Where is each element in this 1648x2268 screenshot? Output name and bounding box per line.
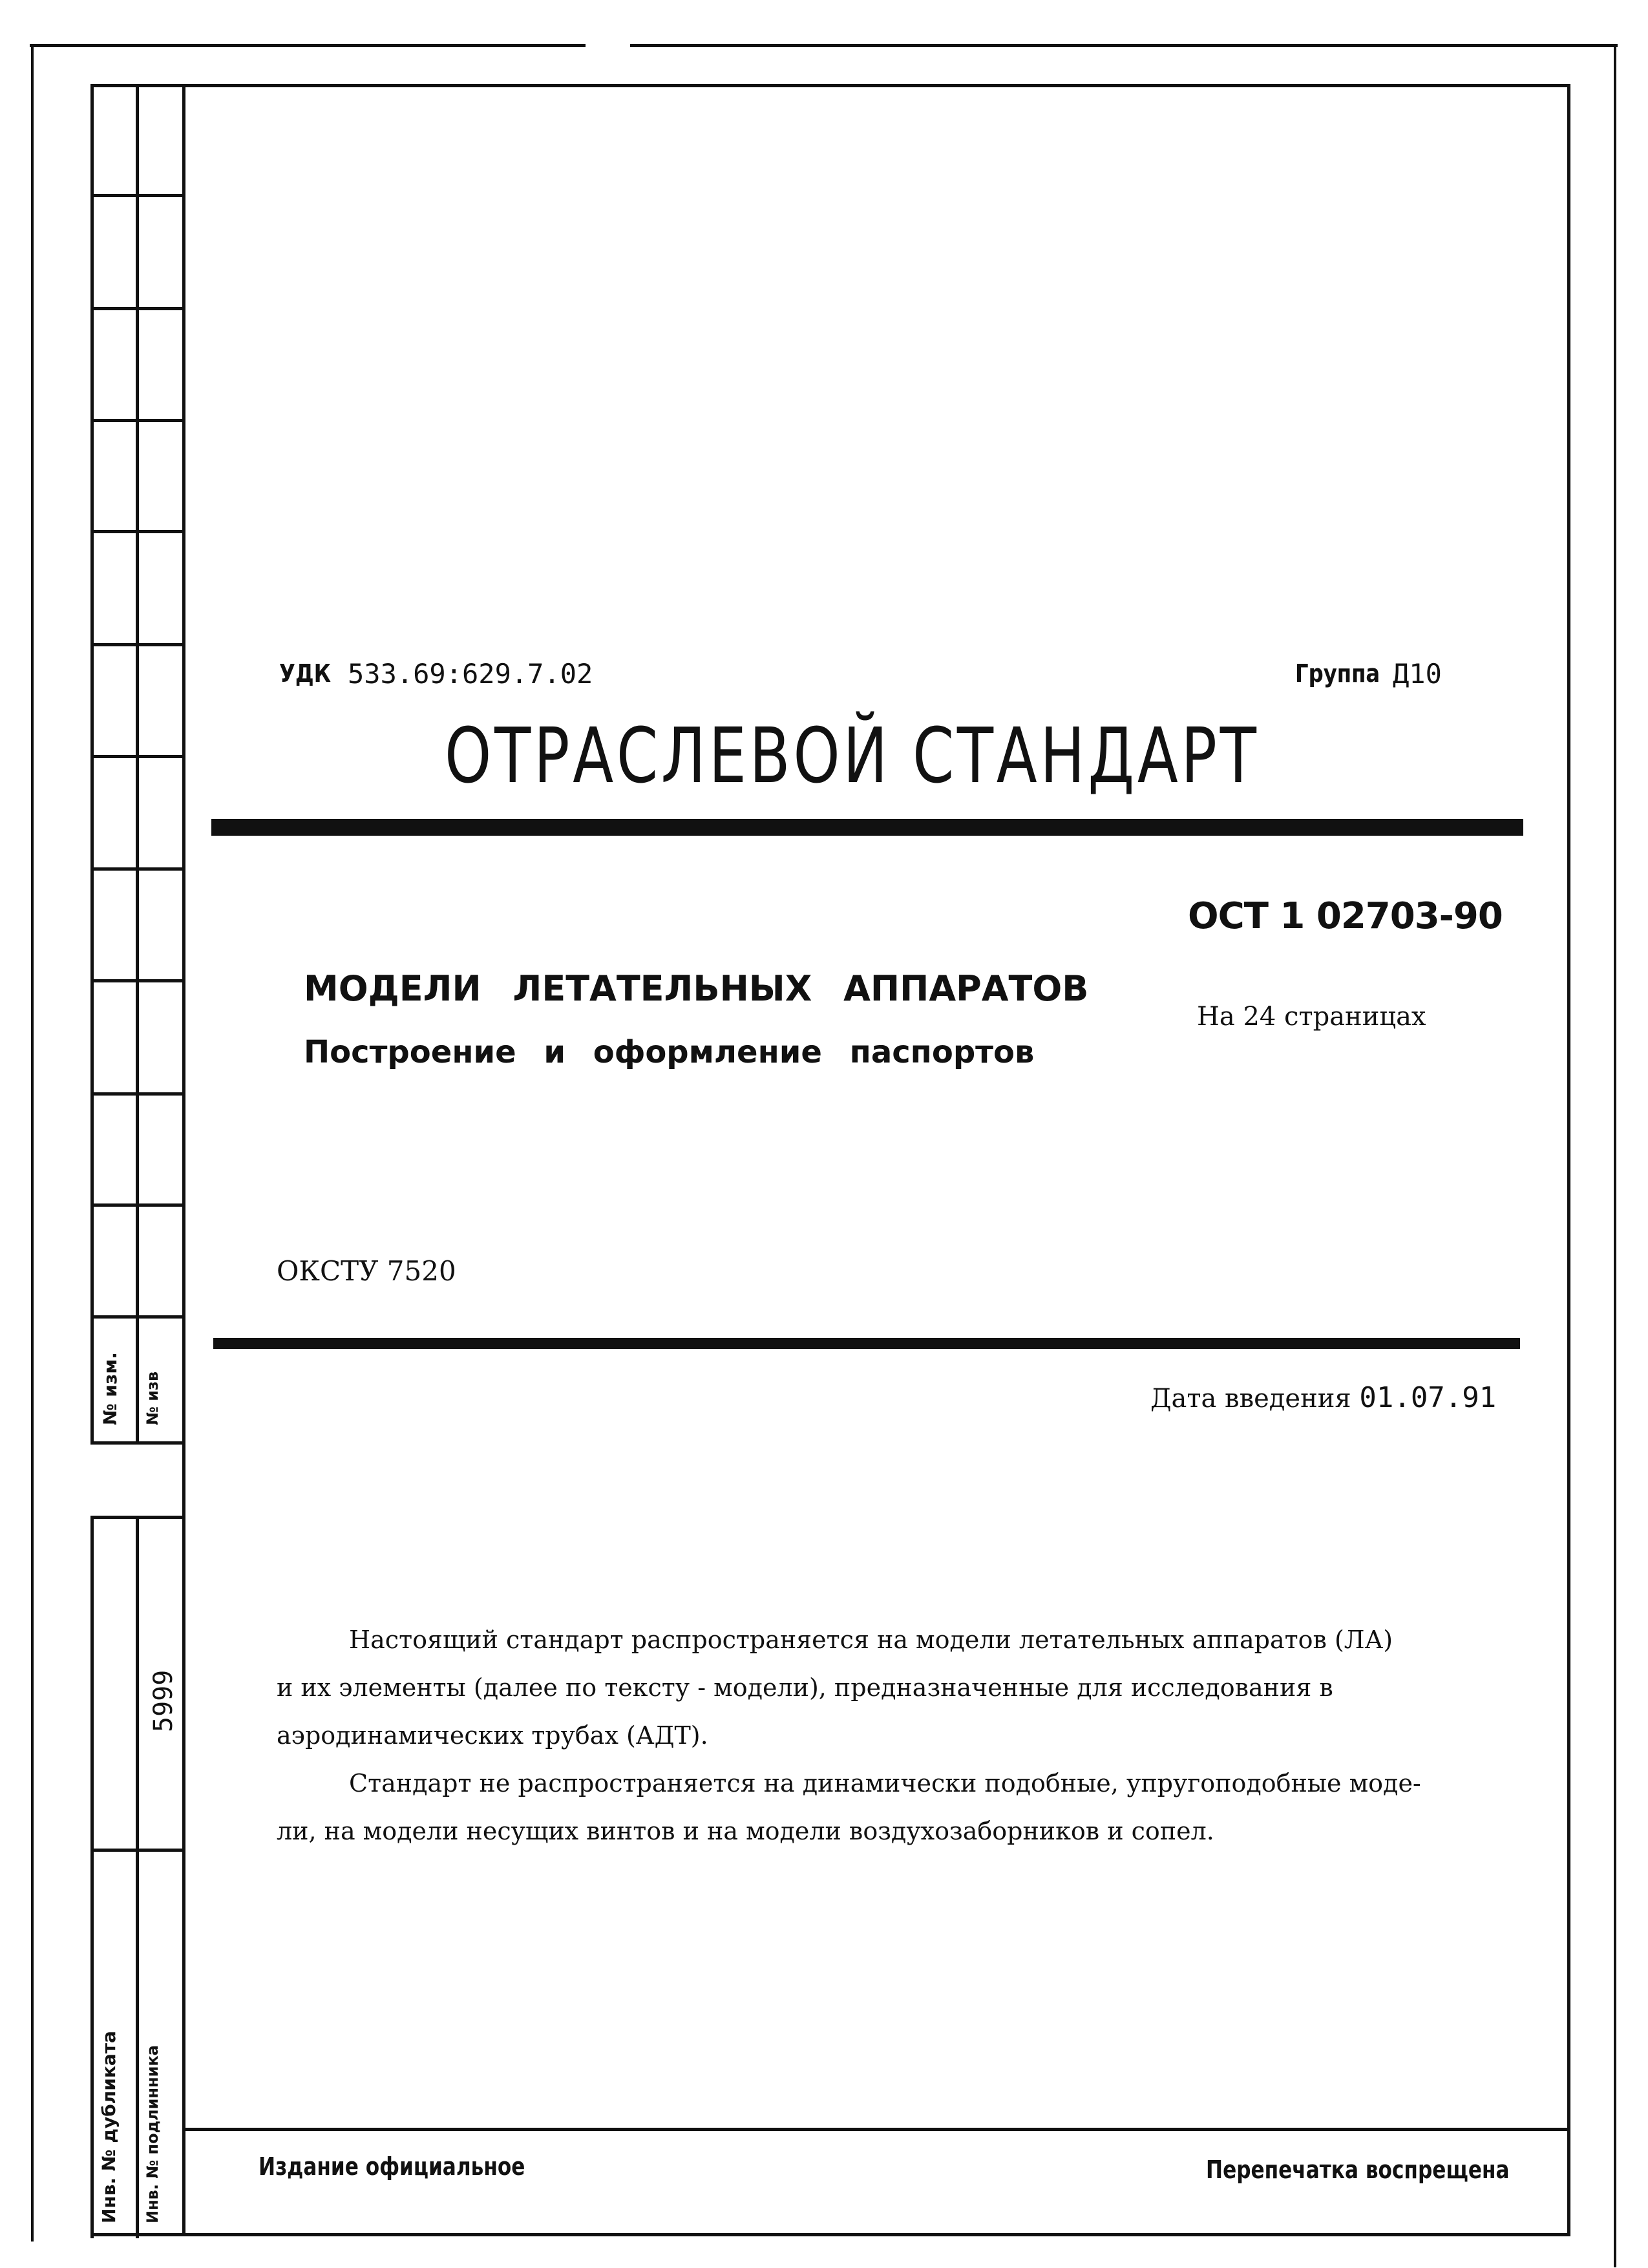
udk-label: УДК bbox=[279, 659, 332, 688]
sheet-right-edge bbox=[1614, 44, 1616, 2267]
sheet-top-edge-right bbox=[630, 44, 1618, 47]
page-title: ОТРАСЛЕВОЙ СТАНДАРТ bbox=[445, 711, 1260, 800]
paragraph-line: ли, на модели несущих винтов и на модели воздухозаборников и сопел. bbox=[277, 1817, 1214, 1845]
introduction-date bbox=[1150, 1381, 1496, 1414]
footer-reprint-prohibited: Перепечатка воспрещена bbox=[1206, 2156, 1510, 2184]
udk-value: 533.69:629.7.02 bbox=[348, 658, 593, 690]
standard-number: ОСТ 1 02703-90 bbox=[1188, 895, 1503, 937]
okstu-code: ОКСТУ 7520 bbox=[277, 1255, 456, 1287]
section-rule bbox=[213, 1338, 1520, 1349]
stamp-izv-label: № изв bbox=[143, 1371, 162, 1425]
sheet-left-edge bbox=[31, 44, 34, 2242]
page-count: На 24 страницах bbox=[1197, 1002, 1426, 1032]
main-frame bbox=[182, 84, 1570, 2236]
paragraph-line: Настоящий стандарт распространяется на модели летательных аппаратов (ЛА) bbox=[349, 1626, 1393, 1654]
stamp-original-inventory-number: 5999 bbox=[149, 1669, 178, 1732]
sheet-top-edge-left bbox=[30, 44, 586, 47]
paragraph-line: и их элементы (далее по тексту - модели), предназначенные для исследования в bbox=[277, 1673, 1333, 1702]
stamp-izm-label: № изм. bbox=[100, 1352, 121, 1425]
paragraph-line: Стандарт не распространяется на динамически подобные, упругоподобные моде- bbox=[349, 1769, 1421, 1797]
stamp-duplicate-inventory-label: Инв. № дубликата bbox=[98, 2031, 120, 2223]
document-title: МОДЕЛИ ЛЕТАТЕЛЬНЫХ АППАРАТОВ bbox=[304, 968, 1089, 1009]
introduction-date-label: Дата введения bbox=[1150, 1384, 1351, 1414]
group-value: Д10 bbox=[1393, 658, 1442, 690]
introduction-date-value: 01.07.91 bbox=[1359, 1381, 1497, 1414]
title-rule bbox=[211, 819, 1523, 836]
footer-official-edition: Издание официальное bbox=[259, 2152, 525, 2181]
paragraph-exclusions bbox=[277, 1759, 1492, 1855]
paragraph-line: аэродинамических трубах (АДТ). bbox=[277, 1721, 708, 1750]
paragraph-scope bbox=[277, 1616, 1492, 1759]
footer-rule bbox=[182, 2128, 1570, 2131]
group-label: Группа bbox=[1295, 659, 1380, 688]
document-subtitle: Построение и оформление паспортов bbox=[304, 1034, 1035, 1070]
stamp-original-inventory-label: Инв. № подлинника bbox=[143, 2045, 162, 2223]
